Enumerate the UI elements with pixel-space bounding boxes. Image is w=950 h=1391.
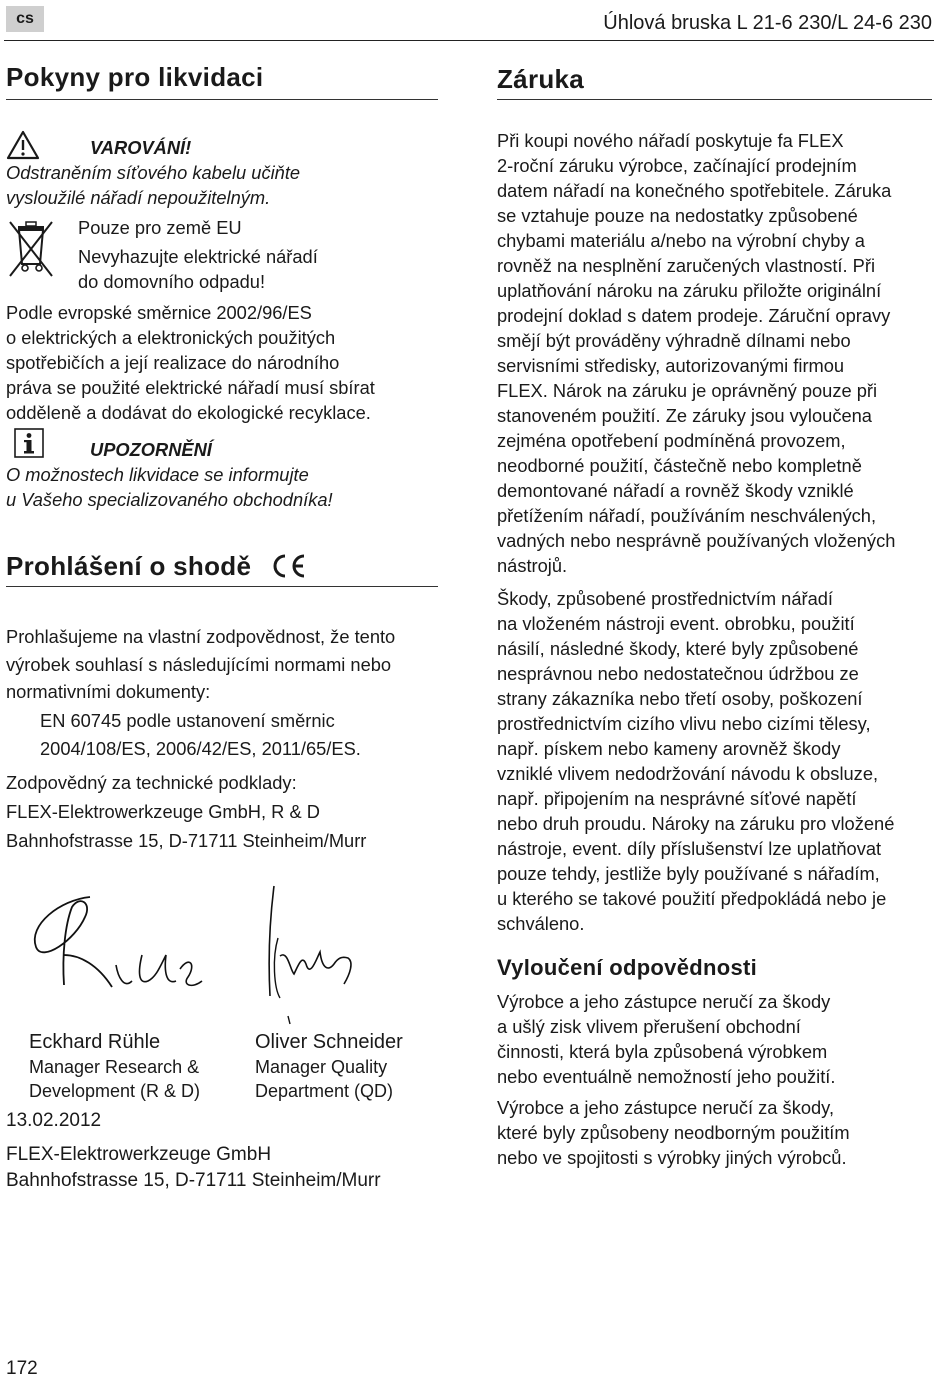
- warning-triangle-icon: [6, 130, 40, 160]
- signatory-ruehle: Eckhard Rühle Manager Research & Development (R & D): [29, 1031, 201, 1101]
- responsible-block: Zodpovědný za technické podklady: FLEX-Elektrowerkzeuge GmbH, R & D Bahnhofstrasse 15, D-71711 Steinheim/Murr: [6, 772, 367, 851]
- warning-label: VAROVÁNÍ!: [90, 137, 192, 158]
- conformity-intro: Prohlašujeme na vlastní zodpovědnost, že tento výrobek souhlasí s následujícími normami nebo normativními dokumenty:: [6, 626, 396, 702]
- eu-notice: Pouze pro země EU Nevyhazujte elektrické nářadí do domovního odpadu!: [78, 217, 318, 292]
- liability-paragraph-1: Výrobce a jeho zástupce neručí za škody a ušlý zisk vlivem přerušení obchodní činnosti, která byla způsobená výrobkem nebo eventuálně nemožností jeho použití.: [497, 991, 836, 1087]
- footer-company: FLEX-Elektrowerkzeuge GmbH Bahnhofstrasse 15, D-71711 Steinheim/Murr: [6, 1144, 381, 1191]
- conformity-rule: [6, 586, 438, 587]
- warranty-paragraph-2: Škody, způsobené prostřednictvím nářadí na vloženém nástroji event. obrobku, použití násilí, následné škody, které byly způsobené nesprávnou nebo nedostatečnou údržbou ze strany zákazníka nebo třetí osoby, poškození prostřednictvím cizího vlivu nebo cizími tělesy, např. pískem nebo kameny arovněž škody vzniklé vlivem nedodržování návodu k obsluze, např. připojením na nesprávné síťové napětí nebo druh proudu. Nároky na záruku pro vložené nástroje, event. díly příslušenství lze uplatňovat pouze tehdy, jestliže byly používané s nářadím, u kterého se takové použití předpokládá nebo je schváleno.: [497, 588, 895, 934]
- note-label: UPOZORNĚNÍ: [90, 439, 212, 460]
- conformity-heading: Prohlášení o shodě: [6, 551, 252, 581]
- disposal-heading: Pokyny pro likvidaci: [6, 62, 264, 92]
- warranty-heading: Záruka: [497, 64, 585, 94]
- signature-schneider: [258, 878, 368, 1028]
- signatory-schneider: Oliver Schneider Manager Quality Department (QD): [255, 1031, 403, 1101]
- note-text: O možnostech likvidace se informujte u Vašeho specializovaného obchodníka!: [6, 464, 333, 510]
- page-number: 172: [6, 1358, 38, 1379]
- info-icon: [14, 428, 44, 458]
- language-badge: cs: [6, 6, 44, 32]
- liability-paragraph-2: Výrobce a jeho zástupce neručí za škody, které byly způsobeny neodborným použitím nebo ve spojitosti s výrobky jiných výrobců.: [497, 1097, 850, 1168]
- warranty-rule: [497, 99, 932, 100]
- header-rule: [4, 40, 934, 41]
- disposal-body: Podle evropské směrnice 2002/96/ES o elektrických a elektronických použitých spotřebičích a její realizace do národního práva se použité elektrické nářadí musí sbírat odděleně a dodávat do ekologické recyklace.: [6, 302, 375, 423]
- standards-list: EN 60745 podle ustanovení směrnic 2004/108/ES, 2006/42/ES, 2011/65/ES.: [40, 710, 361, 759]
- crossed-bin-icon: [6, 218, 56, 280]
- warning-text: Odstraněním síťového kabelu učiňte vysloužilé nářadí nepoužitelným.: [6, 162, 301, 208]
- warranty-paragraph-1: Při koupi nového nářadí poskytuje fa FLEX 2-roční záruku výrobce, začínající prodejním datem nářadí na konečného spotřebitele. Záruka se vztahuje pouze na nedostatky způsobené chybami materiálu a/nebo na výrobní chyby a rovněž na nesplnění zaručených vlastností. Při uplatňování nároku na záruku přiložte originální prodejní doklad s datem prodeje. Záruční opravy smějí být prováděny výhradně dílnami nebo servisními středisky, autorizovanými firmou FLEX. Nárok na záruku je oprávněný pouze při stanoveném použití. Ze záruky jsou vyloučena zejména opotřebení podmíněná provozem, neodborné použití, částečně nebo kompletně demontované nářadí a rovněž škody vzniklé přetížením nářadí, používáním neschválených, vadných nebo nesprávně používaných vložených nástrojů.: [497, 130, 896, 576]
- signature-ruehle: [20, 885, 220, 1005]
- liability-heading: Vyloučení odpovědnosti: [497, 955, 758, 980]
- disposal-rule: [6, 99, 438, 100]
- declaration-date: 13.02.2012: [6, 1110, 102, 1131]
- ce-mark-icon: [270, 553, 308, 579]
- model-title: Úhlová bruska L 21-6 230/L 24-6 230: [603, 12, 932, 34]
